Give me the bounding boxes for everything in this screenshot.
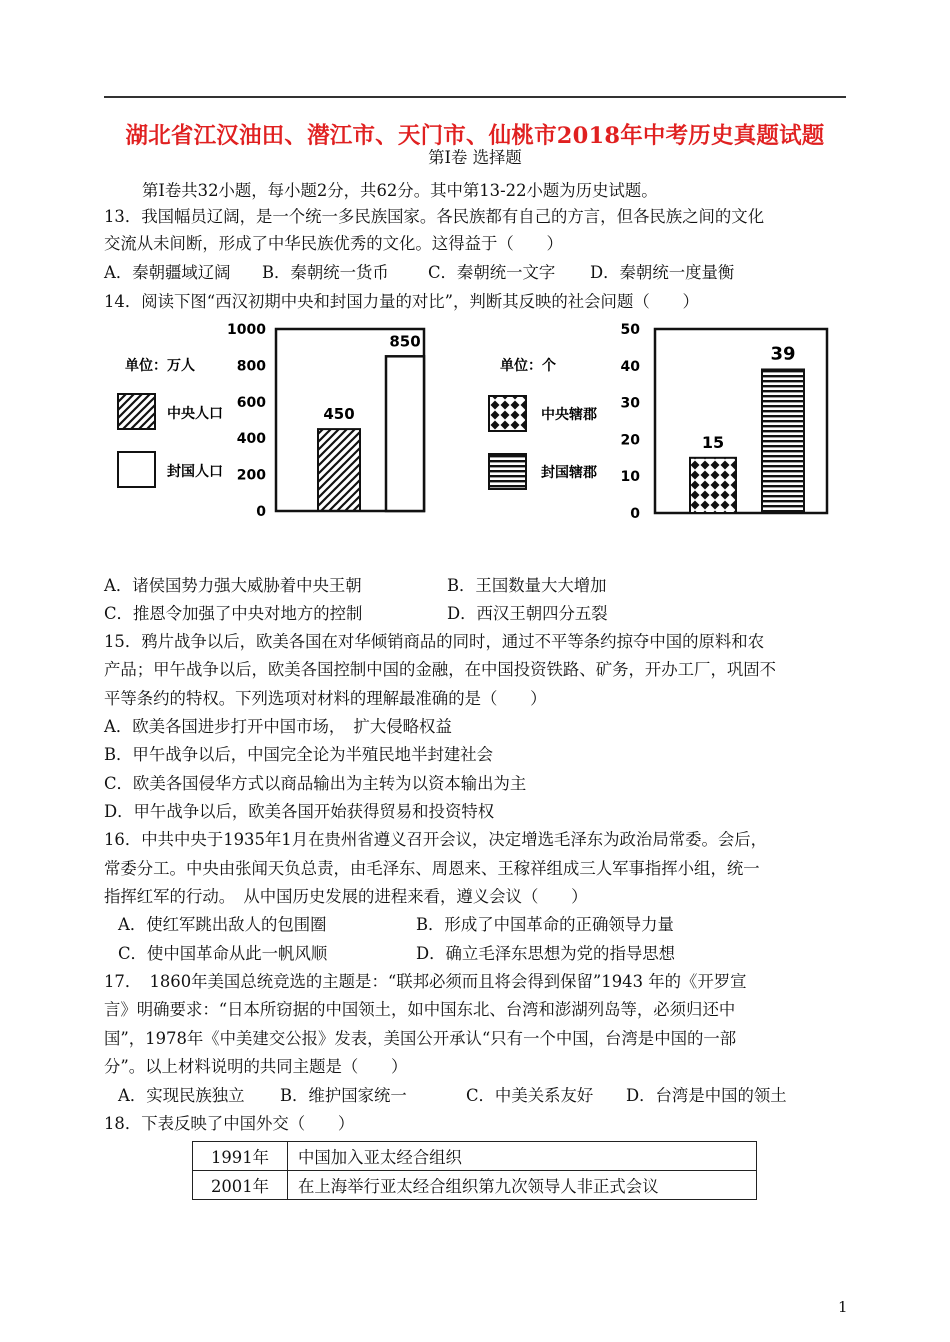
q13-option-b[interactable]: B．秦朝统一货币	[262, 263, 389, 282]
q15-option-c[interactable]: C．欧美各国侵华方式以商品输出为主转为以资本输出为主	[104, 774, 527, 793]
chart2-label-fief: 39	[770, 343, 796, 365]
q15-line-1: 15．鸦片战争以后，欧美各国在对华倾销商品的同时，通过不平等条约掠夺中国的原料和农	[104, 632, 765, 651]
q15-option-b[interactable]: B．甲午战争以后，中国完全论为半殖民地半封建社会	[104, 745, 494, 764]
chart2-legend-fief: 封国辖郡	[541, 465, 597, 481]
y-tick-label: 0	[630, 506, 640, 522]
exam-title: 湖北省江汉油田、潜江市、天门市、仙桃市2018年中考历史真题试题	[125, 123, 825, 149]
q15-option-d[interactable]: D．甲午战争以后，欧美各国开始获得贸易和投资特权	[104, 802, 495, 821]
q17-line-2: 言》明确要求：“日本所窃据的中国领土，如中国东北、台湾和澎湖列岛等，必须归还中	[104, 1000, 736, 1019]
y-tick-label: 800	[236, 358, 266, 375]
y-tick-label: 30	[620, 395, 640, 412]
q16-line-2: 常委分工。中央由张闻天负总责，由毛泽东、周恩来、王稼祥组成三人军事指挥小组，统一	[104, 859, 760, 878]
y-tick-label: 50	[620, 322, 640, 338]
q16-option-b[interactable]: B．形成了中国革命的正确领导力量	[416, 915, 674, 934]
q13-line-2: 交流从未间断，形成了中华民族优秀的文化。这得益于（ ）	[104, 234, 563, 253]
chart2-unit: 单位：个	[500, 358, 556, 374]
y-tick-label: 40	[620, 358, 640, 375]
q17-option-b[interactable]: B．维护国家统一	[280, 1086, 407, 1105]
chart2-label-central: 15	[701, 432, 725, 452]
chart1-legend-central: 中央人口	[167, 406, 223, 422]
chart1-label-central: 450	[323, 405, 355, 424]
q17-option-c[interactable]: C．中美关系友好	[466, 1086, 594, 1105]
y-tick-label: 0	[256, 504, 266, 520]
table-row	[193, 1171, 757, 1200]
y-tick-label: 20	[620, 432, 640, 449]
y-tick-label: 10	[620, 469, 640, 486]
chart2-bar-central	[690, 458, 736, 513]
q17-line-4: 分”。以上材料说明的共同主题是（ ）	[104, 1057, 408, 1076]
chart2-legend-central: 中央辖郡	[541, 407, 597, 423]
q13-option-c[interactable]: C．秦朝统一文字	[428, 263, 556, 282]
chart1-y-ticks	[227, 322, 266, 520]
y-tick-label: 400	[236, 431, 266, 448]
section-heading: 第Ⅰ卷 选择题	[428, 148, 522, 167]
table-cell-event: 中国加入亚太经合组织	[288, 1142, 757, 1171]
chart1-legend-swatch-fief	[118, 452, 155, 487]
q15-line-2: 产品；甲午战争以后，欧美各国控制中国的金融，在中国投资铁路、矿务，开办工厂，巩固不	[104, 660, 777, 679]
q16-option-a[interactable]: A．使红军跳出敌人的包围圈	[118, 915, 327, 934]
chart1-label-fief: 850	[389, 332, 421, 351]
chart2-bar-fief	[762, 369, 804, 513]
q16-option-d[interactable]: D．确立毛泽东思想为党的指导思想	[416, 944, 675, 963]
q13-line-1: 13．我国幅员辽阔，是一个统一多民族国家。各民族都有自己的方言，但各民族之间的文化	[104, 207, 765, 226]
y-tick-label: 1000	[227, 322, 266, 338]
chart2-y-ticks	[621, 322, 641, 522]
table-cell-event: 在上海举行亚太经合组织第九次领导人非正式会议	[288, 1171, 757, 1200]
table-cell-year: 1991年	[193, 1142, 288, 1171]
chart1-bar-central	[318, 429, 360, 511]
q14-option-d[interactable]: D．西汉王朝四分五裂	[447, 604, 608, 623]
chart2-legend-swatch-fief	[489, 454, 526, 489]
y-tick-label: 200	[236, 467, 266, 484]
q14-stem: 14．阅读下图“西汉初期中央和封国力量的对比”，判断其反映的社会问题（ ）	[104, 292, 699, 311]
q17-line-3: 国”，1978年《中美建交公报》发表，美国公开承认“只有一个中国，台湾是中国的一部	[104, 1029, 737, 1048]
table-cell-year: 2001年	[193, 1171, 288, 1200]
q15-line-3: 平等条约的特权。下列选项对材料的理解最准确的是（ ）	[104, 689, 547, 708]
q14-option-c[interactable]: C．推恩令加强了中央对地方的控制	[104, 604, 363, 623]
chart1-legend-swatch-central	[118, 394, 155, 429]
q17-option-a[interactable]: A．实现民族独立	[118, 1086, 245, 1105]
q18-table	[192, 1141, 757, 1200]
table-row	[193, 1142, 757, 1171]
chart1-legend-fief: 封国人口	[167, 464, 223, 480]
q14-option-a[interactable]: A．诸侯国势力强大威胁着中央王朝	[104, 576, 362, 595]
chart1-bar-fief	[386, 356, 424, 511]
q17-option-d[interactable]: D．台湾是中国的领土	[626, 1086, 787, 1105]
q16-option-c[interactable]: C．使中国革命从此一帆风顺	[118, 944, 328, 963]
q16-line-3: 指挥红军的行动。 从中国历史发展的进程来看，遵义会议（ ）	[104, 887, 588, 906]
page-number: 1	[838, 1298, 848, 1316]
q17-line-1: 17． 1860年美国总统竞选的主题是：“联邦必须而且将会得到保留”1943 年的《开罗宣	[104, 972, 747, 991]
q18-stem: 18．下表反映了中国外交（ ）	[104, 1114, 355, 1133]
chart1-unit: 单位：万人	[125, 358, 195, 374]
q13-option-d[interactable]: D．秦朝统一度量衡	[590, 263, 735, 282]
y-tick-label: 600	[236, 394, 266, 411]
q14-option-b[interactable]: B．王国数量大大增加	[447, 576, 607, 595]
q13-option-a[interactable]: A．秦朝疆域辽阔	[104, 263, 231, 282]
chart2-legend-swatch-central	[489, 396, 526, 431]
q16-line-1: 16．中共中央于1935年1月在贵州省遵义召开会议，决定增选毛泽东为政治局常委。会后，	[104, 830, 768, 849]
q15-option-a[interactable]: A．欧美各国进步打开中国市场， 扩大侵略权益	[104, 717, 452, 736]
intro-text: 第Ⅰ卷共32小题，每小题2分，共62分。其中第13-22小题为历史试题。	[142, 181, 658, 200]
